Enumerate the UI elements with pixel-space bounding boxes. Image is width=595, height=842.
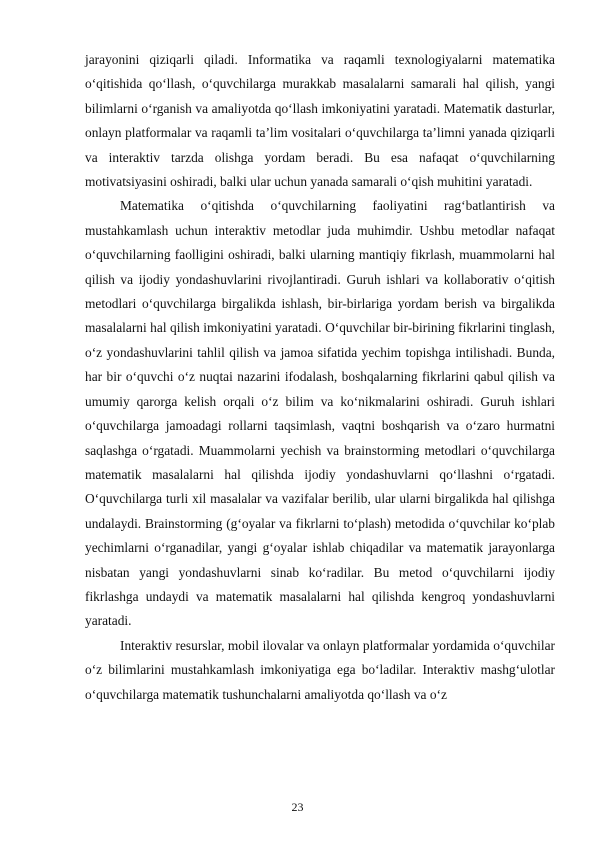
paragraph-continuation: jarayonini qiziqarli qiladi. Informatika va raqamli texnologiyalarni matematika o‘qitishida qo‘llash, o‘quvchilarga murakkab masalalarni samarali hal qilish, yangi bilimlarni o‘rganish va amaliyotda qo‘llash imkoniyatini yaratadi. Matematik dasturlar, onlayn platformalar va raqamli ta’lim vositalari o‘quvchilarga ta’limni yanada qiziqarli va interaktiv tarzda olishga yordam beradi. Bu esa nafaqat o‘quvchilarning motivatsiyasini oshiradi, balki ular uchun yanada samarali o‘qish muhitini yaratadi. [85,52,555,190]
paragraph-interactive-resources: Interaktiv resurslar, mobil ilovalar va onlayn platformalar yordamida o‘quvchilar o‘z bilimlarini mustahkamlash imkoniyatiga ega bo‘ladilar. Interaktiv mashg‘ulotlar o‘quvchilarga matematik tushunchalarni amaliyotda qo‘llash va o‘z [85,637,555,702]
paragraph-interactive-methods: Matematika o‘qitishda o‘quvchilarning faoliyatini rag‘batlantirish va mustahkamlash uchun interaktiv metodlar juda muhimdir. Ushbu metodlar nafaqat o‘quvchilarning faolligini oshiradi, balki ularning mantiqiy fikrlash, muammolarni hal qilish va ijodiy yondashuvlarini rivojlantiradi. Guruh ishlari va kollaborativ o‘qitish metodlari o‘quvchilarga birgalikda ishlash, bir-birlariga yordam berish va birgalikda masalalarni hal qilish imkoniyatini yaratadi. O‘quvchilar bir-birining fikrlarini tinglash, o‘z yondashuvlarini tahlil qilish va jamoa sifatida yechim topishga intilishadi. Bunda, har bir o‘quvchi o‘z nuqtai nazarini ifodalash, boshqalarning fikrlarini qabul qilish va umumiy qarorga kelish orqali o‘z bilim va ko‘nikmalarini oshiradi. Guruh ishlari o‘quvchilarga jamoadagi rollarni taqsimlash, vaqtni boshqarish va o‘zaro hurmatni saqlashga o‘rgatadi. Muammolarni yechish va brainstorming metodlari o‘quvchilarga matematik masalalarni hal qilishda ijodiy yondashuvlarni qo‘llashni o‘rgatadi. O‘quvchilarga turli xil masalalar va vazifalar berilib, ular ularni birgalikda hal qilishga undalaydi. Brainstorming (g‘oyalar va fikrlarni to‘plash) metodida o‘quvchilar ko‘plab yechimlarni o‘rganadilar, yangi g‘oyalar ishlab chiqadilar va matematik jarayonlarga nisbatan yangi yondashuvlarni sinab ko‘radilar. Bu metod o‘quvchilarni ijodiy fikrlashga undaydi va matematik masalalarni hal qilishda kengroq yondashuvlarni yaratadi. [85,198,555,629]
page-number: 23 [291,800,304,814]
document-body [85,48,555,707]
